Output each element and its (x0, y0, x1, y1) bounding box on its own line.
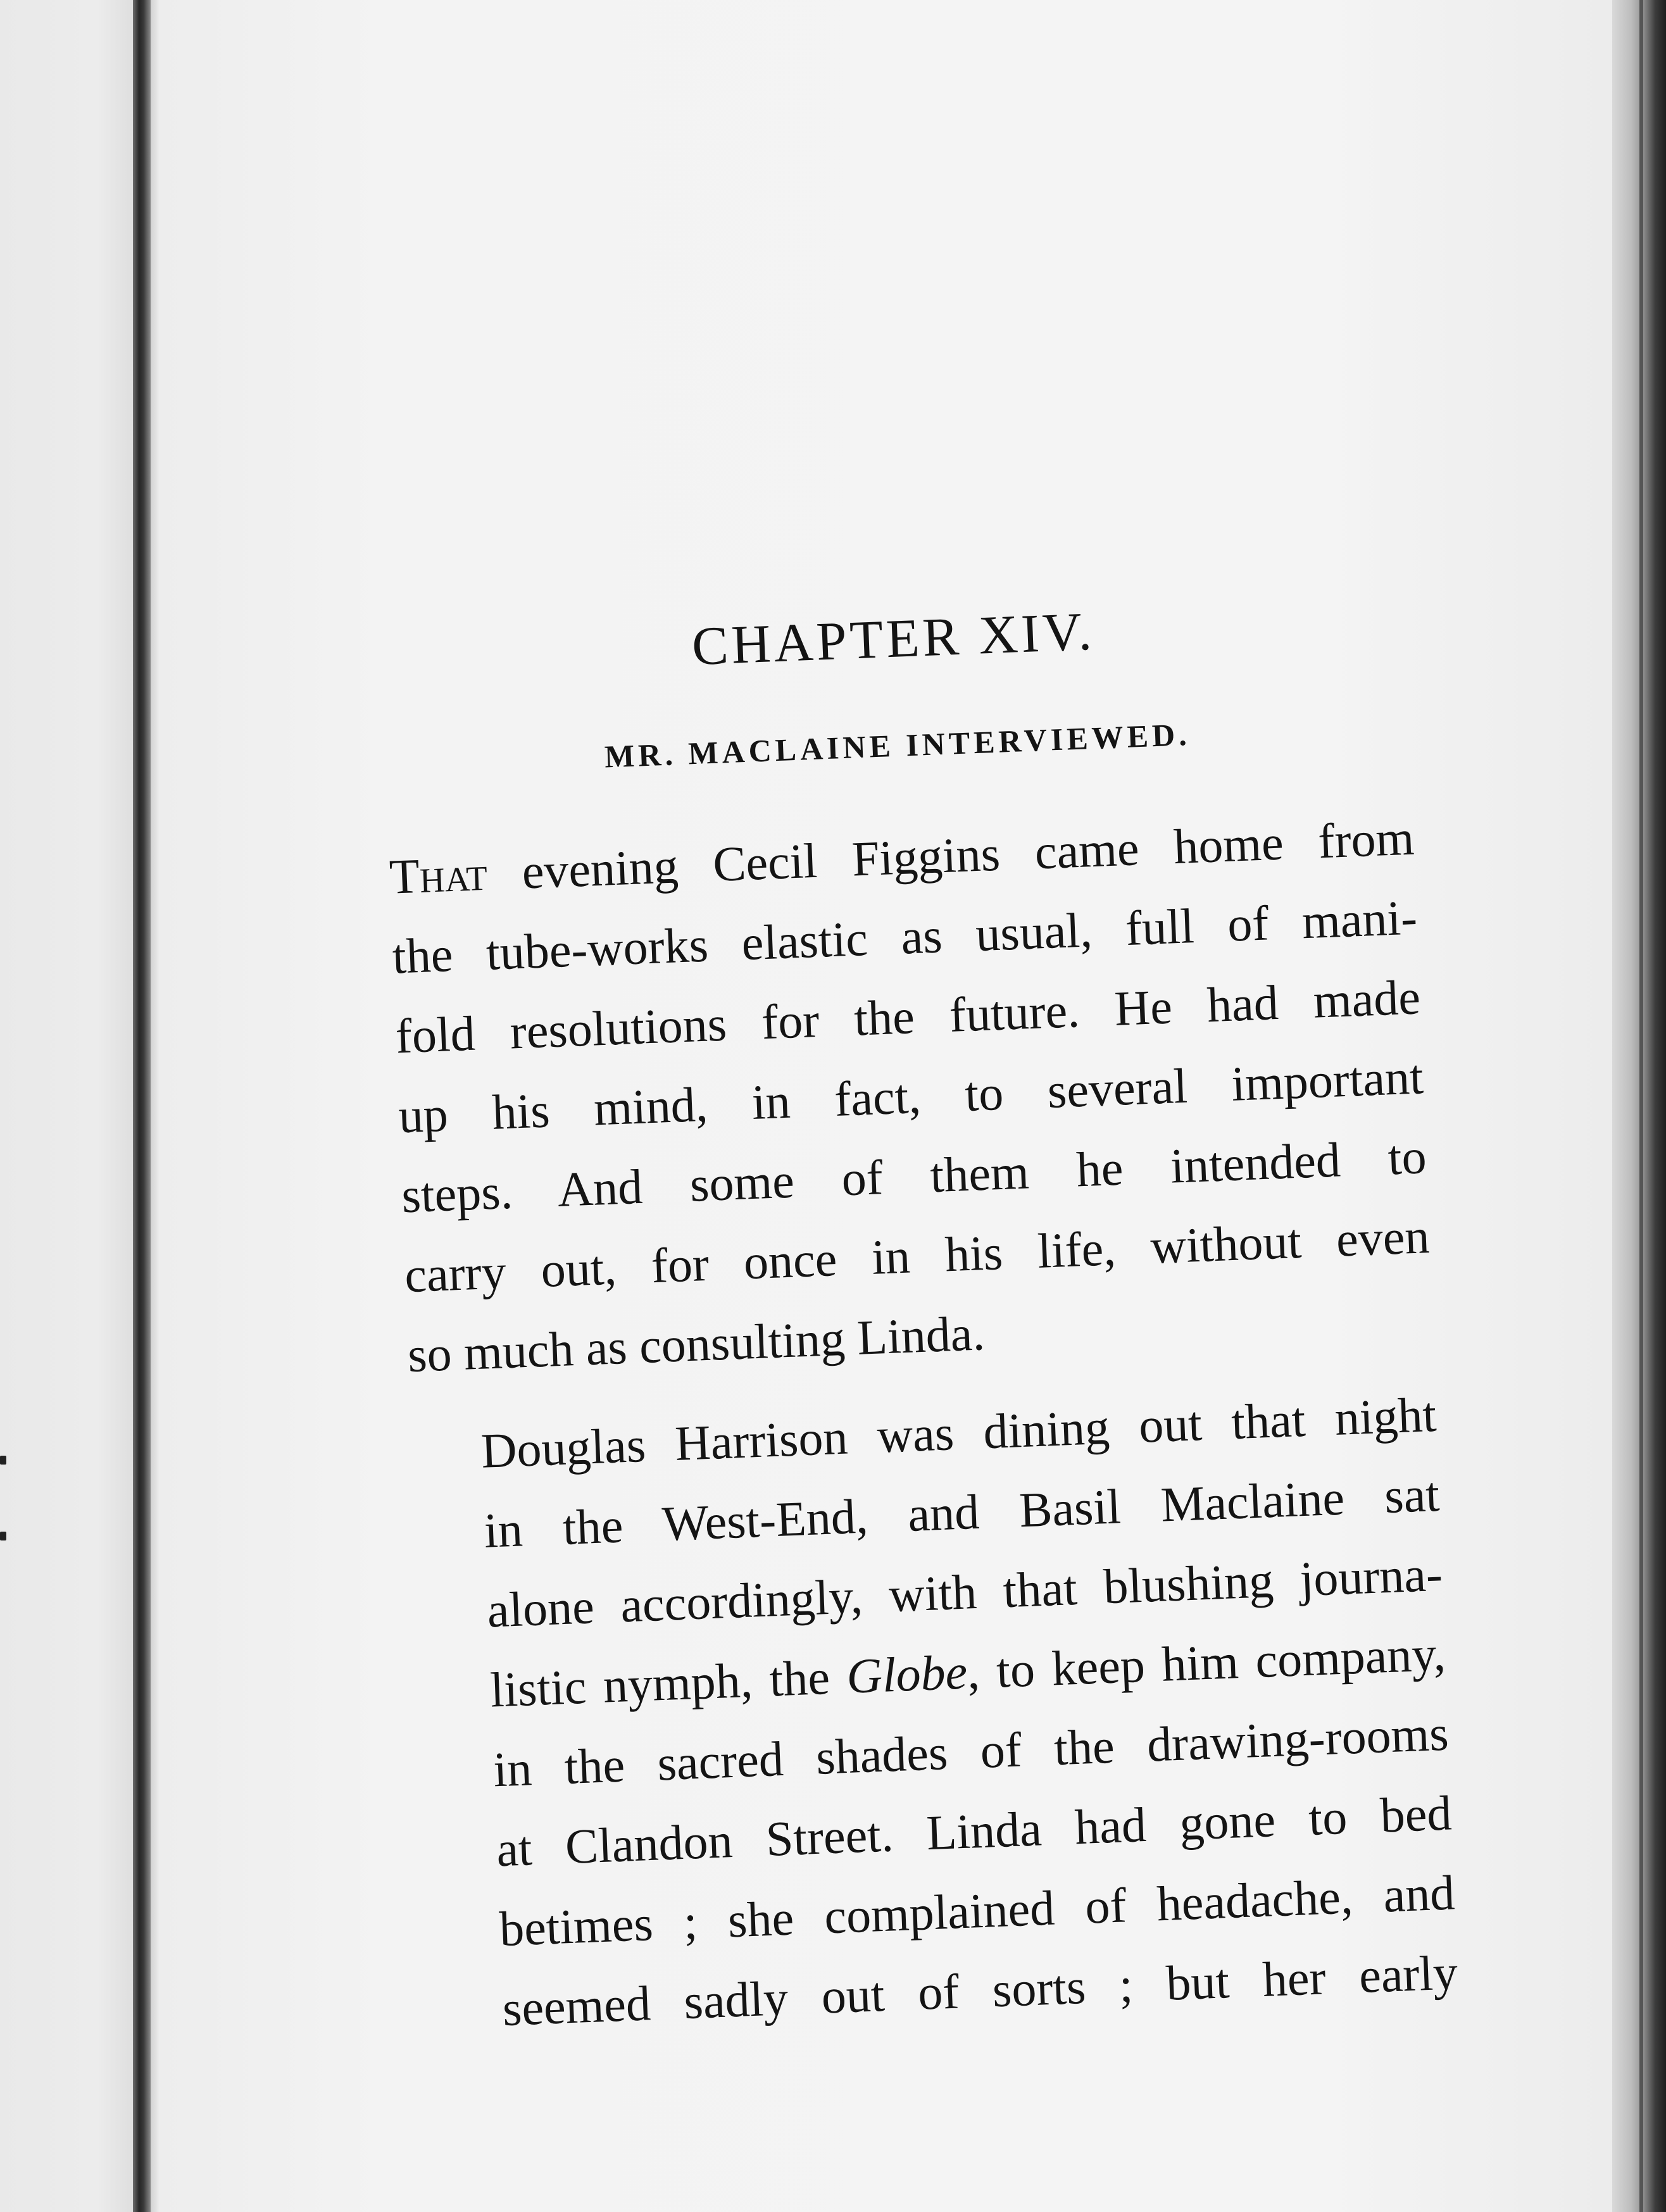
line-text: listic nymph, the (489, 1648, 848, 1718)
text-line: in the West-End, and Basil Maclaine sat (483, 1466, 1441, 1558)
gutter-highlight (151, 0, 160, 2212)
book-gutter (133, 0, 151, 2212)
page-edge-line (1639, 0, 1643, 2212)
text-line: carry out, for once in his life, without even (403, 1208, 1431, 1303)
paragraph-1 (388, 798, 1434, 1396)
text-line: seemed sadly out of sorts ; but her early (501, 1944, 1459, 2037)
chapter-title: MR. MACLAINE INTERVIEWED. (604, 716, 1191, 775)
text-line: so much as consulting Linda. (406, 1305, 986, 1383)
chapter-number: CHAPTER XIV. (691, 600, 1096, 677)
margin-mark (0, 1532, 6, 1540)
margin-mark (0, 1456, 6, 1465)
text-line: at Clandon Street. Linda had gone to bed (495, 1785, 1453, 1877)
lead-word: That (388, 845, 489, 904)
paragraph-2 (410, 1375, 1460, 2051)
facing-page (0, 0, 139, 2212)
line-text: , to keep him company, (966, 1625, 1447, 1699)
text-line: alone accordingly, with that blushing journa- (486, 1546, 1444, 1638)
globe-title: Globe (845, 1644, 968, 1704)
text-line: up his mind, in fact, to several important (398, 1049, 1425, 1144)
line-text: evening Cecil Figgins came home from (485, 809, 1415, 901)
text-line: fold resolutions for the future. He had made (394, 969, 1422, 1064)
text-block (380, 587, 1459, 2052)
text-line: the tube-works elastic as usual, full of mani- (391, 889, 1419, 984)
text-line: betimes ; she complained of headache, and (498, 1865, 1456, 1957)
text-line: Douglas Harrison was dining out that night (480, 1386, 1437, 1478)
text-line: in the sacred shades of the drawing-rooms (492, 1705, 1450, 1797)
text-line: steps. And some of them he intended to (400, 1128, 1428, 1223)
